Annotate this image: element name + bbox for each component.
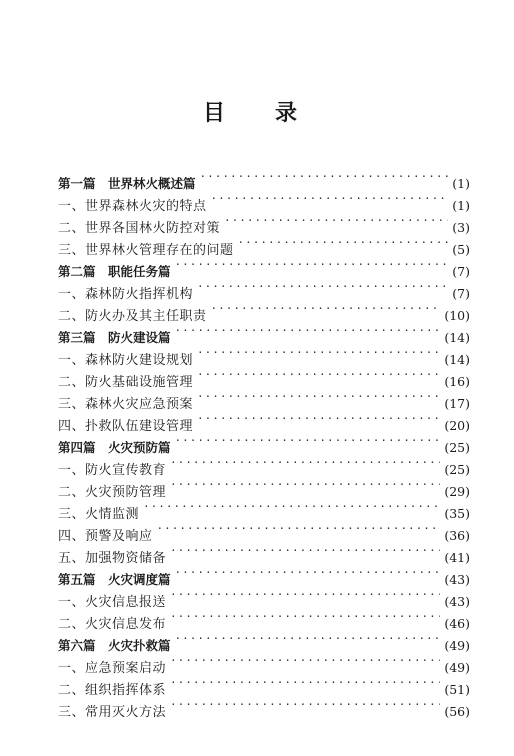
dot-leader	[175, 254, 449, 276]
toc-part-title: 第二篇 职能任务篇	[58, 264, 171, 279]
toc-page-number: (29)	[444, 484, 470, 499]
toc-page-number: (20)	[444, 418, 470, 433]
table-of-contents	[58, 166, 470, 720]
toc-page-number: (46)	[444, 616, 470, 631]
toc-page-number: (35)	[444, 506, 470, 521]
toc-part-title: 第五篇 火灾调度篇	[58, 572, 171, 587]
dot-leader	[170, 452, 440, 474]
toc-chapter-title: 三、火情监测	[58, 507, 140, 522]
toc-page-number: (7)	[452, 264, 470, 279]
dot-leader	[197, 408, 440, 430]
toc-page-number: (7)	[452, 286, 470, 301]
dot-leader	[175, 430, 441, 452]
toc-page-number: (16)	[444, 374, 470, 389]
toc-page-number: (36)	[444, 528, 470, 543]
toc-part-title: 第六篇 火灾扑救篇	[58, 638, 171, 653]
toc-page-number: (41)	[444, 550, 470, 565]
toc-chapter-title: 一、森林防火指挥机构	[58, 287, 194, 302]
dot-leader	[197, 386, 440, 408]
toc-chapter-title: 二、世界各国林火防控对策	[58, 221, 221, 236]
dot-leader	[170, 694, 440, 716]
toc-chapter-title: 二、防火基础设施管理	[58, 375, 194, 390]
toc-chapter-title: 四、预警及响应	[58, 529, 153, 544]
dot-leader	[170, 474, 440, 496]
toc-chapter-title: 二、组织指挥体系	[58, 683, 167, 698]
toc-page-number: (51)	[444, 682, 470, 697]
dot-leader	[170, 584, 440, 606]
toc-chapter-title: 三、常用灭火方法	[58, 705, 167, 720]
toc-chapter-title: 二、火灾预防管理	[58, 485, 167, 500]
toc-page-number: (43)	[444, 572, 470, 587]
toc-page-number: (49)	[444, 638, 470, 653]
toc-page-number: (17)	[444, 396, 470, 411]
toc-chapter-title: 五、加强物资储备	[58, 551, 167, 566]
dot-leader	[170, 540, 440, 562]
toc-page-number: (56)	[444, 704, 470, 719]
dot-leader	[238, 232, 449, 254]
toc-page-number: (14)	[444, 352, 470, 367]
toc-page-number: (10)	[444, 308, 470, 323]
toc-chapter-title: 一、森林防火建设规划	[58, 353, 194, 368]
toc-chapter-title: 一、世界森林火灾的特点	[58, 199, 207, 214]
toc-page-number: (1)	[452, 176, 470, 191]
toc-page-number: (49)	[444, 660, 470, 675]
dot-leader	[175, 628, 441, 650]
toc-part-title: 第三篇 防火建设篇	[58, 330, 171, 345]
dot-leader	[211, 188, 449, 210]
toc-chapter-title: 三、森林火灾应急预案	[58, 397, 194, 412]
dot-leader	[157, 518, 441, 540]
toc-chapter-title: 三、世界林火管理存在的问题	[58, 243, 234, 258]
dot-leader	[143, 496, 440, 518]
dot-leader	[211, 298, 441, 320]
toc-page-number: (43)	[444, 594, 470, 609]
toc-page-number: (14)	[444, 330, 470, 345]
toc-chapter-title: 四、扑救队伍建设管理	[58, 419, 194, 434]
toc-part-row	[58, 166, 470, 191]
dot-leader	[175, 320, 441, 342]
dot-leader	[170, 672, 440, 694]
page-title: 目 录	[202, 100, 311, 126]
toc-part-title: 第四篇 火灾预防篇	[58, 440, 171, 455]
toc-chapter-title: 二、防火办及其主任职责	[58, 309, 207, 324]
toc-chapter-title: 一、防火宣传教育	[58, 463, 167, 478]
dot-leader	[175, 562, 441, 584]
toc-chapter-title: 一、应急预案启动	[58, 661, 167, 676]
toc-page-number: (3)	[452, 220, 470, 235]
toc-page-number: (25)	[444, 462, 470, 477]
toc-part-title: 第一篇 世界林火概述篇	[58, 176, 196, 191]
dot-leader	[197, 276, 448, 298]
dot-leader	[197, 364, 440, 386]
dot-leader	[224, 210, 448, 232]
dot-leader	[200, 166, 449, 188]
dot-leader	[170, 650, 440, 672]
toc-chapter-title: 一、火灾信息报送	[58, 595, 167, 610]
toc-chapter-title: 二、火灾信息发布	[58, 617, 167, 632]
toc-page-number: (5)	[452, 242, 470, 257]
dot-leader	[170, 606, 440, 628]
dot-leader	[197, 342, 440, 364]
toc-page-number: (25)	[444, 440, 470, 455]
toc-page-number: (1)	[452, 198, 470, 213]
